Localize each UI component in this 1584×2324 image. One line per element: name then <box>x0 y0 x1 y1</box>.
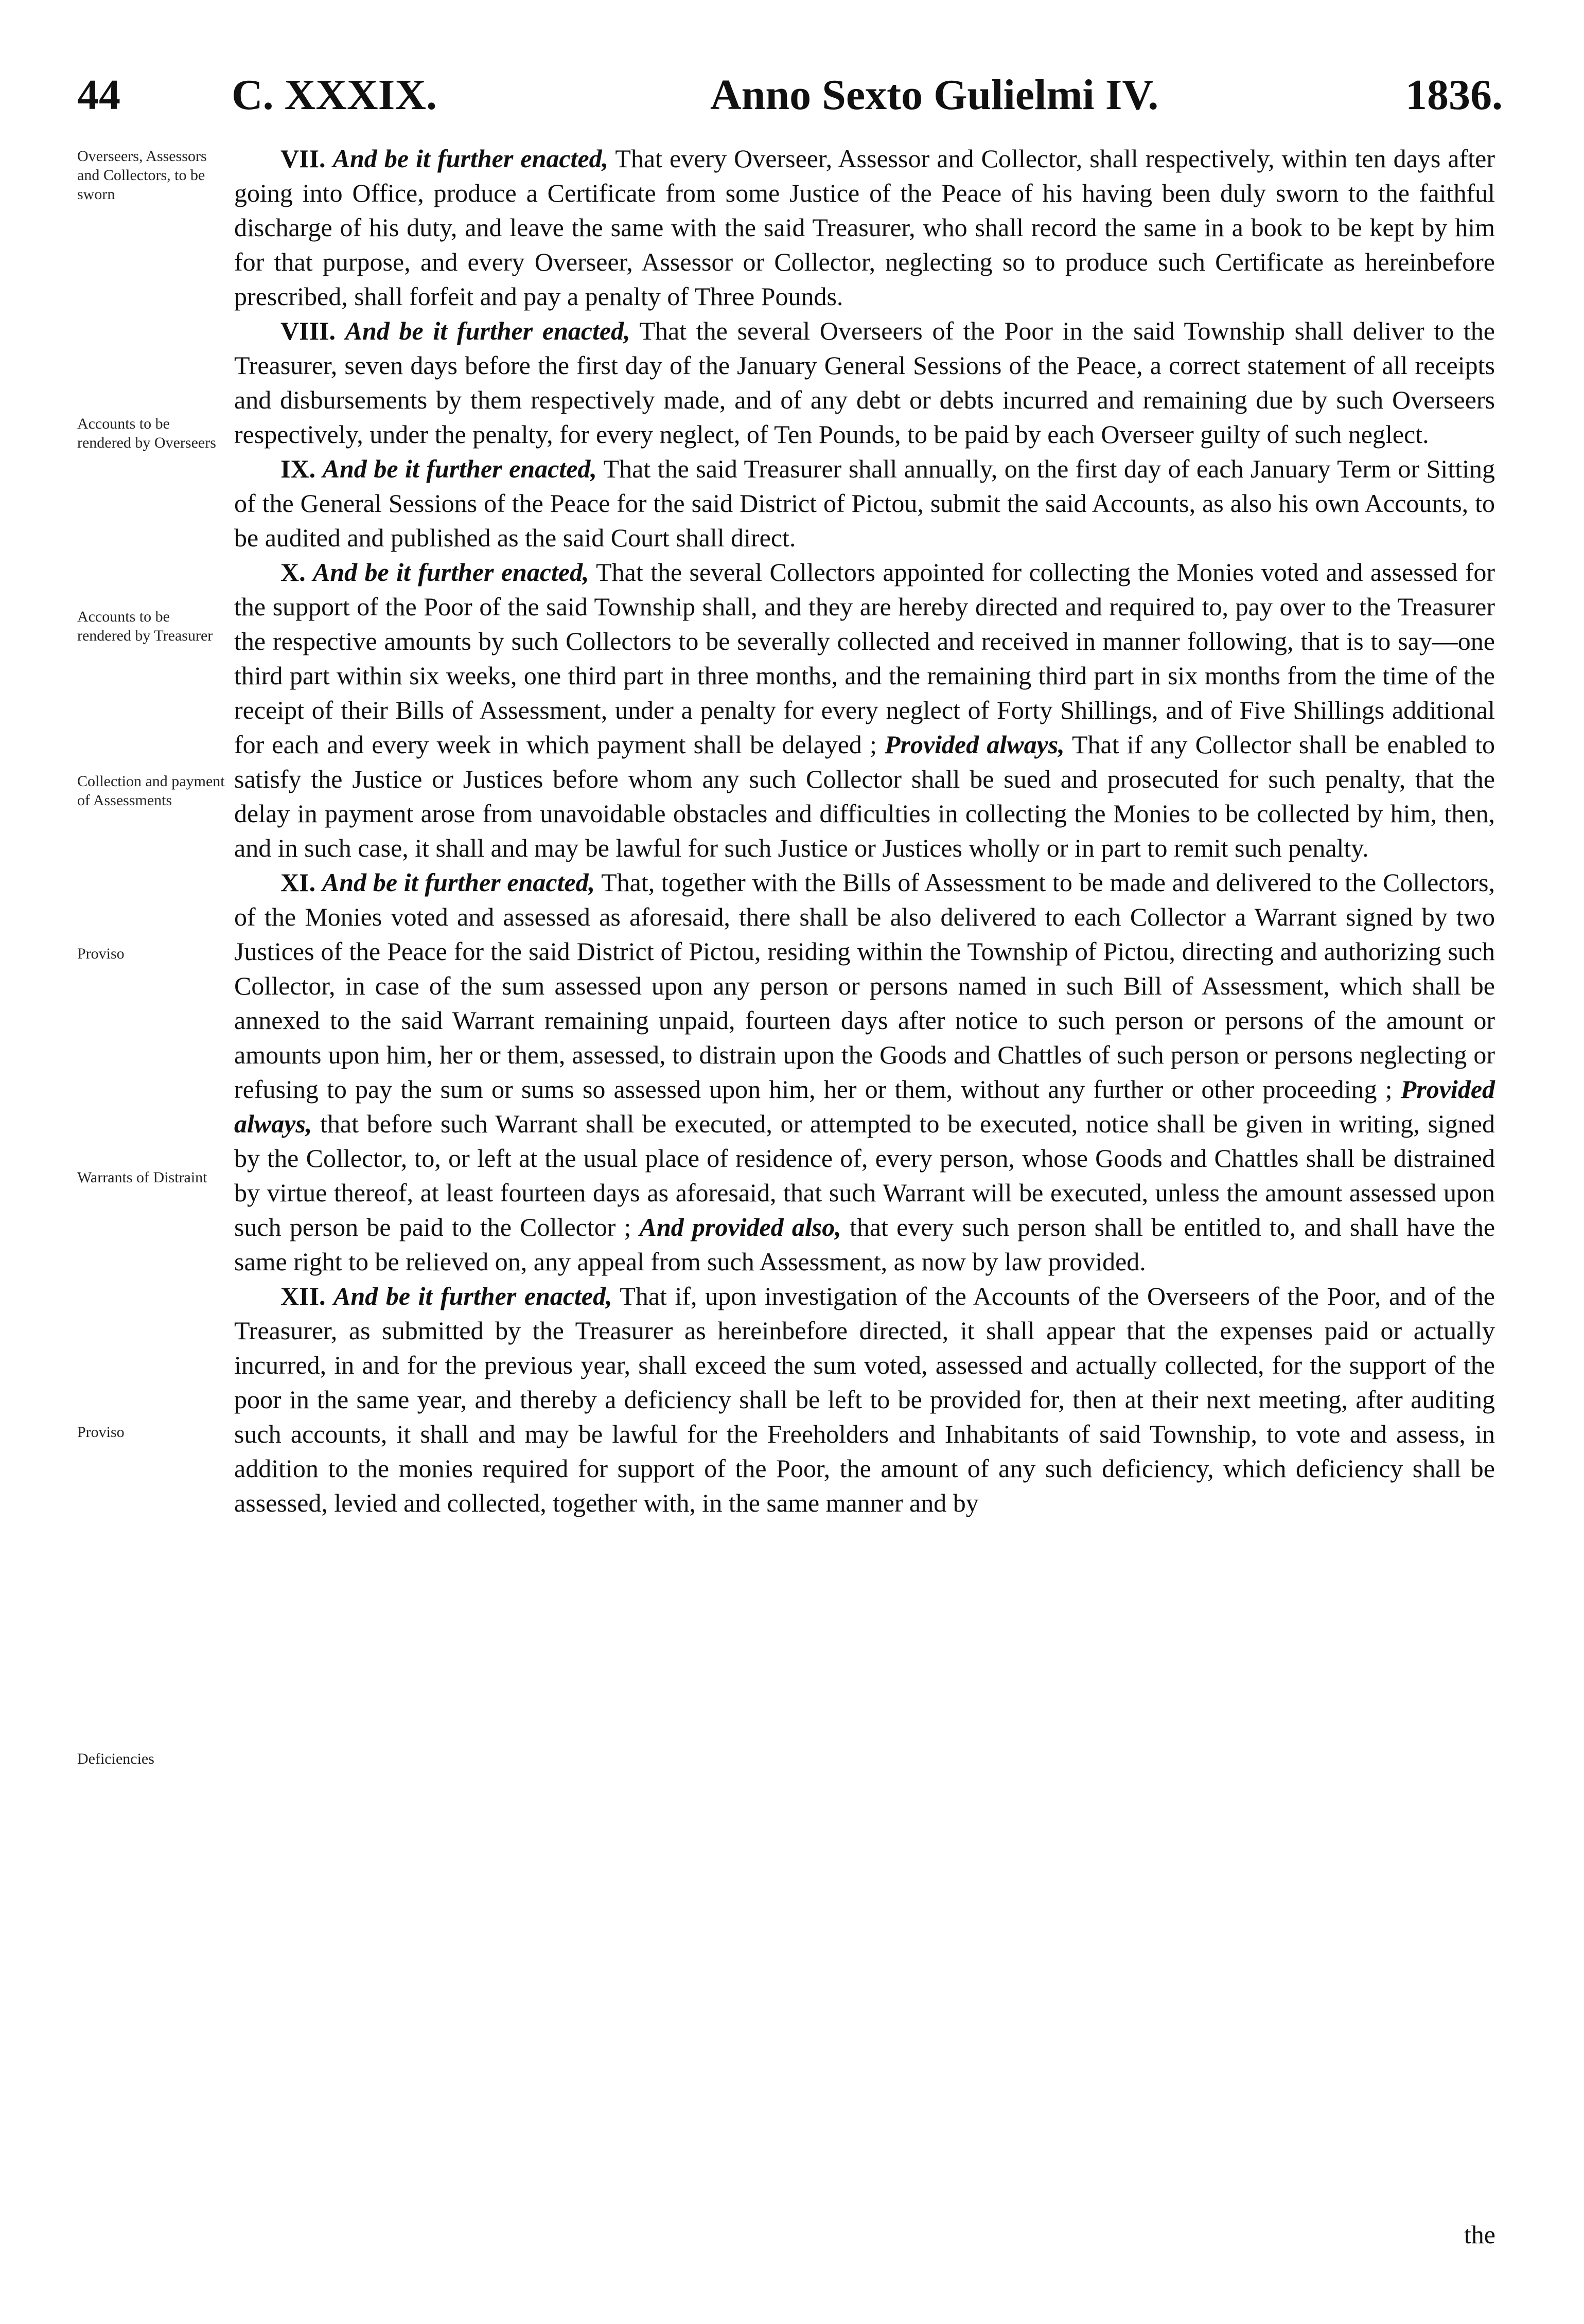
year: 1836. <box>1405 71 1503 119</box>
margin-note: Accounts to be rendered by Overseers <box>77 415 216 451</box>
section-number: XI. <box>280 868 316 897</box>
margin-note: Collection and payment of Assessments <box>77 773 225 809</box>
chapter-number: C. XXXIX. <box>232 71 437 119</box>
proviso-clause: Provided always, <box>234 1075 1495 1138</box>
enacting-clause: And be it further enacted, <box>312 558 589 587</box>
section-text: that before such Warrant shall be executed, or attempted to be executed, notice shall be given in writing, signed by the Collector, to, or left at the usual place of residence of, every person, whose Goods and Chattles shall be distrained by virtue thereof, at least fourteen days as aforesaid, that such Warrant will be executed, unless the amount assessed upon such person be paid to the Collector ; <box>234 1109 1495 1241</box>
regnal-title: Anno Sexto Gulielmi IV. <box>710 71 1159 119</box>
section-number: X. <box>280 558 306 587</box>
section-xii <box>234 1279 1495 1520</box>
enacting-clause: And be it further enacted, <box>322 454 597 483</box>
margin-note: Accounts to be rendered by Treasurer <box>77 608 213 644</box>
section-ix <box>234 452 1495 555</box>
margin-note: Overseers, Assessors and Collectors, to be sworn <box>77 148 207 203</box>
margin-note: Warrants of Distraint <box>77 1169 207 1186</box>
section-vii <box>234 141 1495 314</box>
enacting-clause: And be it further enacted, <box>322 868 595 897</box>
section-number: IX. <box>280 454 316 483</box>
section-x <box>234 555 1495 865</box>
section-text: That if, upon investigation of the Accounts of the Overseers of the Poor, and of the Treasurer, as submitted by the Treasurer as hereinbefore directed, it shall appear that the expenses paid or actually incurred, in and for the previous year, shall exceed the sum voted, assessed and actually collected, for the support of the poor in the same year, and thereby a deficiency shall be left to be provided for, then at their next meeting, after auditing such accounts, it shall and may be lawful for the Freeholders and Inhabitants of said Township, to vote and assess, in addition to the monies required for support of the Poor, the amount of any such deficiency, which deficiency shall be assessed, levied and collected, together with, in the same manner and by <box>234 1282 1495 1517</box>
section-number: XII. <box>280 1282 326 1310</box>
proviso-clause: Provided always, <box>884 730 1065 759</box>
page-number: 44 <box>77 71 120 119</box>
margin-note: Deficiencies <box>77 1750 154 1767</box>
statute-text <box>234 141 1495 1520</box>
section-number: VII. <box>280 144 326 173</box>
section-text: That the said Treasurer shall annually, on the first day of each January Term or Sitting of the General Sessions of the Peace for the said District of Pictou, submit the said Accounts, as also his own Accounts, to be audited and published as the said Court shall direct. <box>234 454 1495 552</box>
margin-note: Proviso <box>77 1424 125 1441</box>
proviso-clause: And provided also, <box>639 1213 841 1241</box>
enacting-clause: And be it further enacted, <box>345 316 630 345</box>
margin-note: Proviso <box>77 945 125 962</box>
section-text: that every such person shall be entitled to, and shall have the same right to be relieved on, any appeal from such Assessment, as now by law provided. <box>234 1213 1495 1276</box>
section-text: That every Overseer, Assessor and Collector, shall respectively, within ten days after going into Office, produce a Certificate from some Justice of the Peace of his having been duly sworn to the faithful discharge of his duty, and leave the same with the said Treasurer, who shall record the same in a book to be kept by him for that purpose, and every Overseer, Assessor or Collector, neglecting so to produce such Certificate as hereinbefore prescribed, shall forfeit and pay a penalty of Three Pounds. <box>234 144 1495 311</box>
section-number: VIII. <box>280 316 336 345</box>
catchword: the <box>1464 2220 1495 2249</box>
section-text: That the several Overseers of the Poor in the said Township shall deliver to the Treasurer, seven days before the first day of the January General Sessions of the Peace, a correct statement of all receipts and disbursements by them respectively made, and of any debt or debts incurred and remaining due by such Overseers respectively, under the penalty, for every neglect, of Ten Pounds, to be paid by each Overseer guilty of such neglect. <box>234 316 1495 449</box>
section-viii <box>234 314 1495 452</box>
section-text: That, together with the Bills of Assessment to be made and delivered to the Collectors, of the Monies voted and assessed as aforesaid, there shall be also delivered to each Collector a Warrant signed by two Justices of the Peace for the said District of Pictou, residing within the Township of Pictou, directing and authorizing such Collector, in case of the sum assessed upon any person or persons named in such Bill of Assessment, which shall be annexed to the said Warrant remaining unpaid, fourteen days after notice to such person or persons of the amount or amounts upon him, her or them, assessed, to distrain upon the Goods and Chattles of such person or persons neglecting or refusing to pay the sum or sums so assessed upon him, her or them, without any further or other proceeding ; <box>234 868 1495 1104</box>
running-header <box>77 67 1503 123</box>
section-xi <box>234 865 1495 1279</box>
enacting-clause: And be it further enacted, <box>332 144 609 173</box>
section-text: That if any Collector shall be enabled to satisfy the Justice or Justices before whom any such Collector shall be sued and prosecuted for such penalty, that the delay in payment arose from unavoidable obstacles and difficulties in collecting the Monies to be collected by him, then, and in such case, it shall and may be lawful for such Justice or Justices wholly or in part to remit such penalty. <box>234 730 1495 862</box>
section-text: That the several Collectors appointed for collecting the Monies voted and assessed for the support of the Poor of the said Township shall, and they are hereby directed and required to, pay over to the Treasurer the respective amounts by such Collectors to be severally collected and received in manner following, that is to say—one third part within six weeks, one third part in three months, and the remaining third part in six months from the time of the receipt of their Bills of Assessment, under a penalty for every neglect of Forty Shillings, and of Five Shillings additional for each and every week in which payment shall be delayed ; <box>234 558 1495 759</box>
enacting-clause: And be it further enacted, <box>333 1282 612 1310</box>
